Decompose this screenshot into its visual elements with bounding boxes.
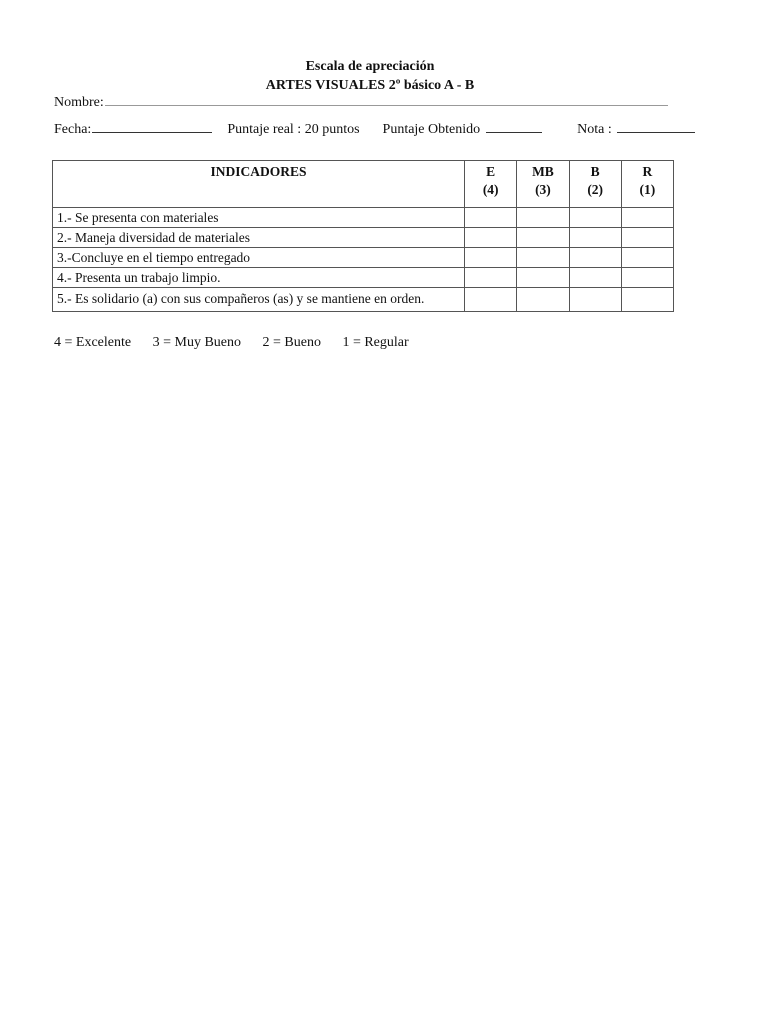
score-header-b — [569, 161, 621, 208]
score-code: R — [642, 164, 653, 179]
table-row — [53, 208, 674, 228]
score-cell[interactable] — [465, 288, 517, 312]
score-code: E — [486, 164, 496, 179]
legend-item-regular: 1 = Regular — [342, 335, 409, 350]
score-value: (4) — [482, 182, 499, 197]
score-header-r — [621, 161, 673, 208]
score-cell[interactable] — [465, 248, 517, 268]
score-cell[interactable] — [621, 208, 673, 228]
date-label: Fecha: — [54, 122, 92, 137]
table-header-row — [53, 161, 674, 208]
score-cell[interactable] — [517, 268, 569, 288]
score-cell[interactable] — [569, 248, 621, 268]
score-cell[interactable] — [517, 228, 569, 248]
obtained-score-field[interactable] — [486, 118, 542, 133]
legend-item-bueno: 2 = Bueno — [262, 335, 321, 350]
document-header — [0, 57, 740, 95]
score-value: (3) — [535, 182, 551, 197]
date-field[interactable] — [92, 118, 212, 133]
document-subtitle: ARTES VISUALES 2º básico A - B — [265, 78, 475, 93]
score-cell[interactable] — [517, 248, 569, 268]
score-header-mb — [517, 161, 569, 208]
score-cell[interactable] — [569, 268, 621, 288]
name-field[interactable] — [105, 91, 668, 106]
score-cell[interactable] — [465, 208, 517, 228]
document-title: Escala de apreciación — [305, 59, 435, 74]
score-value: (2) — [587, 182, 604, 197]
name-label: Nombre: — [54, 95, 104, 110]
total-score-text: Puntaje real : 20 puntos — [227, 122, 360, 137]
score-cell[interactable] — [569, 288, 621, 312]
score-cell[interactable] — [569, 228, 621, 248]
indicator-text: 4.- Presenta un trabajo limpio. — [53, 268, 465, 288]
indicator-text: 1.- Se presenta con materiales — [53, 208, 465, 228]
date-score-row — [54, 118, 695, 138]
score-cell[interactable] — [517, 288, 569, 312]
score-cell[interactable] — [621, 228, 673, 248]
name-row — [54, 91, 668, 111]
indicator-text: 2.- Maneja diversidad de materiales — [53, 228, 465, 248]
evaluation-table — [52, 160, 674, 312]
score-cell[interactable] — [621, 248, 673, 268]
obtained-score-label: Puntaje Obtenido — [382, 122, 481, 137]
table-row — [53, 288, 674, 312]
legend-item-muy-bueno: 3 = Muy Bueno — [152, 335, 241, 350]
table-row — [53, 248, 674, 268]
table-row — [53, 228, 674, 248]
score-code: B — [590, 164, 600, 179]
score-cell[interactable] — [621, 268, 673, 288]
score-legend — [54, 335, 409, 351]
score-header-e — [465, 161, 517, 208]
score-cell[interactable] — [465, 268, 517, 288]
legend-item-excelente: 4 = Excelente — [54, 335, 132, 350]
score-code: MB — [532, 164, 554, 179]
indicator-text: 3.-Concluye en el tiempo entregado — [53, 248, 465, 268]
indicator-text: 5.- Es solidario (a) con sus compañeros (as) y se mantiene en orden. — [53, 288, 465, 312]
grade-field[interactable] — [617, 118, 695, 133]
score-cell[interactable] — [517, 208, 569, 228]
grade-label: Nota : — [577, 122, 612, 137]
score-cell[interactable] — [569, 208, 621, 228]
score-value: (1) — [639, 182, 656, 197]
indicators-header: INDICADORES — [53, 161, 465, 208]
table-row — [53, 268, 674, 288]
score-cell[interactable] — [465, 228, 517, 248]
score-cell[interactable] — [621, 288, 673, 312]
